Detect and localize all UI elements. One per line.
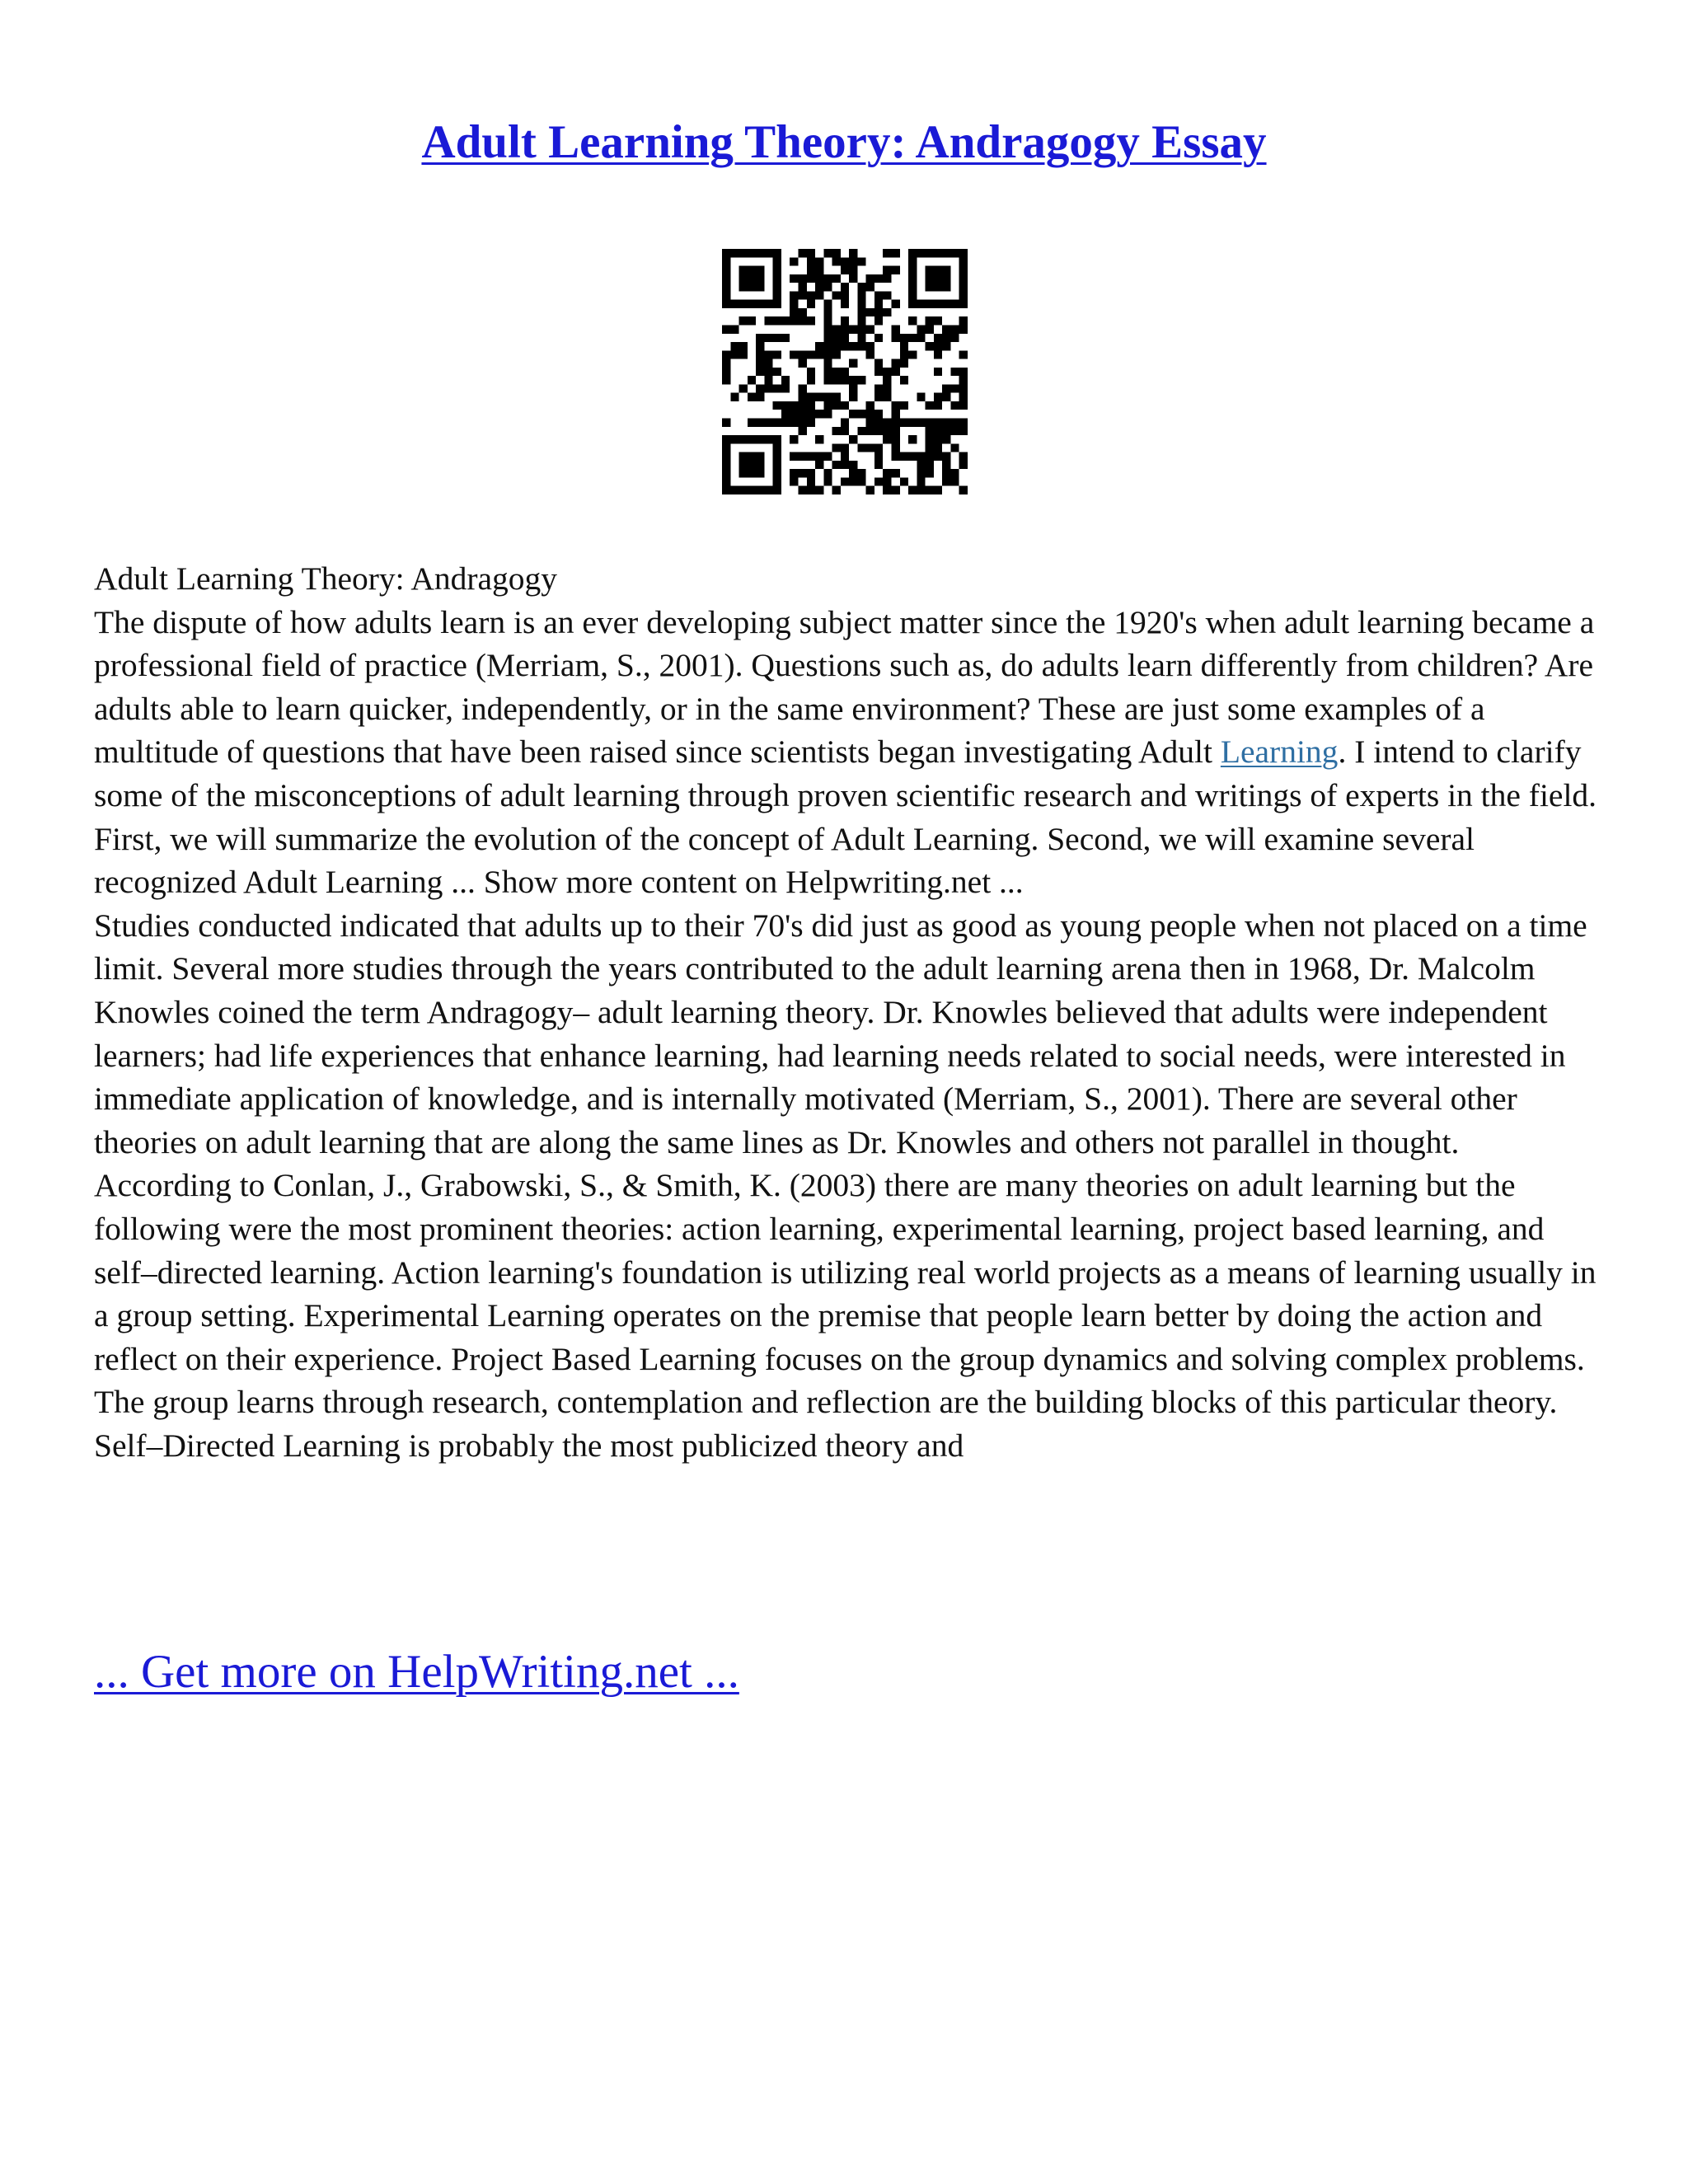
paragraph-1-text-a: The dispute of how adults learn is an ever developing subject matter since the 1920's when adult learning became a professional field of practice (Merriam, S., 2001). Questions such as, do adults learn differently from children? Are adults able to learn quicker, independently, or in the same environment? These are just some examples of a multitude of questions that have been raised since scientists began investigating Adult <box>94 603 1595 771</box>
paragraph-1-text-b: . I intend to clarify some of the misconceptions of adult learning through proven scientific research and writings of experts in the field. First, we will summarize the evolution of the concept of Adult Learning. Second, we will examine several recognized Adult Learning ... Show more content on Helpwriting.net ... <box>94 733 1597 901</box>
page-title <box>0 114 1688 171</box>
paragraph-3: According to Conlan, J., Grabowski, S., & Smith, K. (2003) there are many theories on adult learning but the following were the most prominent theories: action learning, experimental learning, project based learning, and self–directed learning. Action learning's foundation is utilizing real world projects as a means of learning usually in a group setting. Experimental Learning operates on the premise that people learn better by doing the action and reflect on their experience. Project Based Learning focuses on the group dynamics and solving complex problems. The group learns through research, contemplation and reflection are the building blocks of this particular theory. Self–Directed Learning is probably the most publicized theory and <box>94 1167 1597 1464</box>
essay-body <box>94 557 1602 1467</box>
get-more-link[interactable]: ... Get more on HelpWriting.net ... <box>94 1646 739 1698</box>
paragraph-2: Studies conducted indicated that adults up to their 70's did just as good as young people when not placed on a time limit. Several more studies through the years contributed to the adult learning arena then in 1968, Dr. Malcolm Knowles coined the term Andragogy– adult learning theory. Dr. Knowles believed that adults were independent learners; had life experiences that enhance learning, had learning needs related to social needs, were interested in immediate application of knowledge, and is internally motivated (Merriam, S., 2001). There are several other theories on adult learning that are along the same lines as Dr. Knowles and others not parallel in thought. <box>94 907 1587 1160</box>
qr-code-icon <box>722 249 968 494</box>
paragraph-1 <box>94 601 1602 904</box>
learning-link[interactable]: Learning <box>1220 733 1339 771</box>
title-link[interactable]: Adult Learning Theory: Andragogy Essay <box>421 116 1267 168</box>
footer <box>94 1643 739 1701</box>
essay-heading: Adult Learning Theory: Andragogy <box>94 560 558 597</box>
